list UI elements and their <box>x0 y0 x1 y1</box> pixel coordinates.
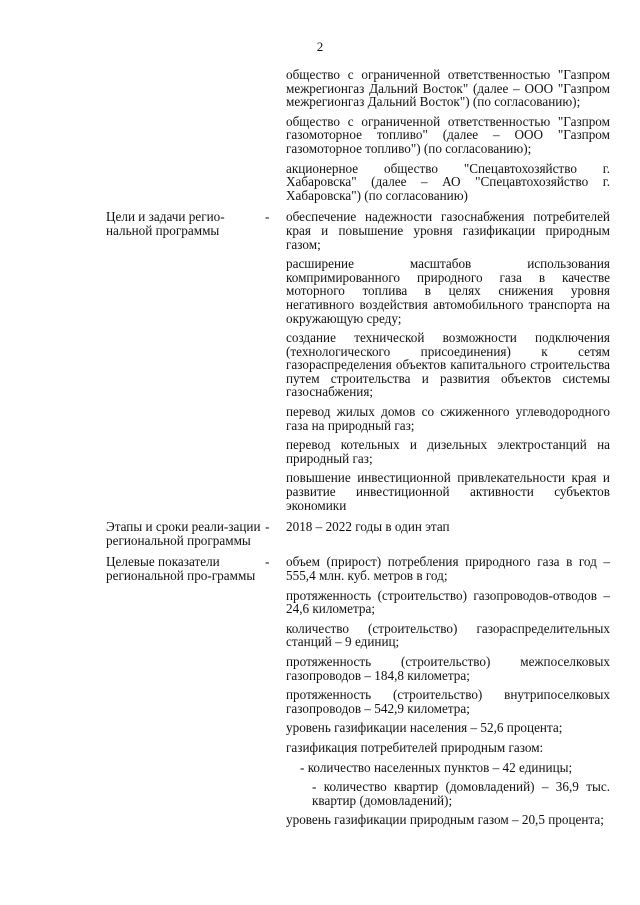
indicator-item: протяженность (строительство) межпоселковых газопроводов – 184,8 километра; <box>286 653 610 683</box>
indicator-item: протяженность (строительство) газопроводов-отводов – 24,6 километра; <box>286 587 610 617</box>
goals-row <box>106 210 610 512</box>
stages-content <box>286 520 610 547</box>
goal-item: создание технической возможности подключения (технологического присоединения) к сетям газораспределения объектов капитального строительства путем строительства и развития объектов системы газоснабжения; <box>286 330 610 400</box>
indicators-dash: - <box>265 554 270 570</box>
indicator-item: количество (строительство) газораспределительных станций – 9 единиц; <box>286 620 610 650</box>
stages-dash: - <box>265 519 270 535</box>
goal-item: перевод котельных и дизельных электростанций на природный газ; <box>286 437 610 466</box>
indicator-item: уровень газификации населения – 52,6 процента; <box>286 720 563 736</box>
indicators-row <box>106 555 610 827</box>
executors-row <box>106 68 610 202</box>
goal-item: обеспечение надежности газоснабжения потребителей края и повышение уровня газификации природным газом; <box>286 209 610 252</box>
indicator-item: объем (прирост) потребления природного газа в год – 555,4 млн. куб. метров в год; <box>286 554 610 583</box>
indicator-item: уровень газификации природным газом – 20,5 процента; <box>286 812 604 828</box>
stages-text: 2018 – 2022 годы в один этап <box>286 519 450 535</box>
stages-label: Этапы и сроки реали-зации региональной программы <box>106 519 261 548</box>
passport-table <box>106 68 610 827</box>
goals-content <box>286 210 610 512</box>
goals-label: Цели и задачи регио-нальной программы <box>106 209 225 238</box>
indicator-subitem: - количество населенных пунктов – 42 единицы; <box>300 759 573 775</box>
goal-item: повышение инвестиционной привлекательности края и развитие инвестиционной активности субъектов экономики <box>286 470 610 513</box>
goal-item: перевод жилых домов со сжиженного углеводородного газа на природный газ; <box>286 404 610 433</box>
executors-content <box>286 68 610 202</box>
indicators-label: Целевые показатели региональной про-граммы <box>106 554 256 583</box>
indicator-subitem: - количество квартир (домовладений) – 36,9 тыс. квартир (домовладений); <box>312 779 610 808</box>
executors-label-empty <box>106 68 261 202</box>
page-number: 2 <box>316 39 324 54</box>
indicator-item: газификация потребителей природным газом: <box>286 739 544 755</box>
executor-item: акционерное общество "Спецавтохозяйство г. Хабаровска" (далее – АО "Спецавтохозяйство г. Хабаровска") (по согласованию) <box>286 160 610 203</box>
executors-dash-empty <box>261 68 286 202</box>
executor-item: общество с ограниченной ответственностью "Газпром газомоторное топливо" (далее – ООО "Газпром газомоторное топливо") (по согласованию); <box>286 113 610 156</box>
goal-item: расширение масштабов использования компримированного природного газа в качестве моторного топлива в целях снижения уровня негативного воздействия автомобильного транспорта на окружающую среду; <box>286 256 610 326</box>
stages-row <box>106 520 610 547</box>
indicator-item: протяженность (строительство) внутрипоселковых газопроводов – 542,9 километра; <box>286 687 610 716</box>
goals-dash: - <box>265 209 270 225</box>
indicators-content <box>286 555 610 827</box>
executor-item: общество с ограниченной ответственностью "Газпром межрегионгаз Дальний Восток" (далее – ООО "Газпром межрегионгаз Дальний Восток") (по согласованию); <box>286 67 610 110</box>
